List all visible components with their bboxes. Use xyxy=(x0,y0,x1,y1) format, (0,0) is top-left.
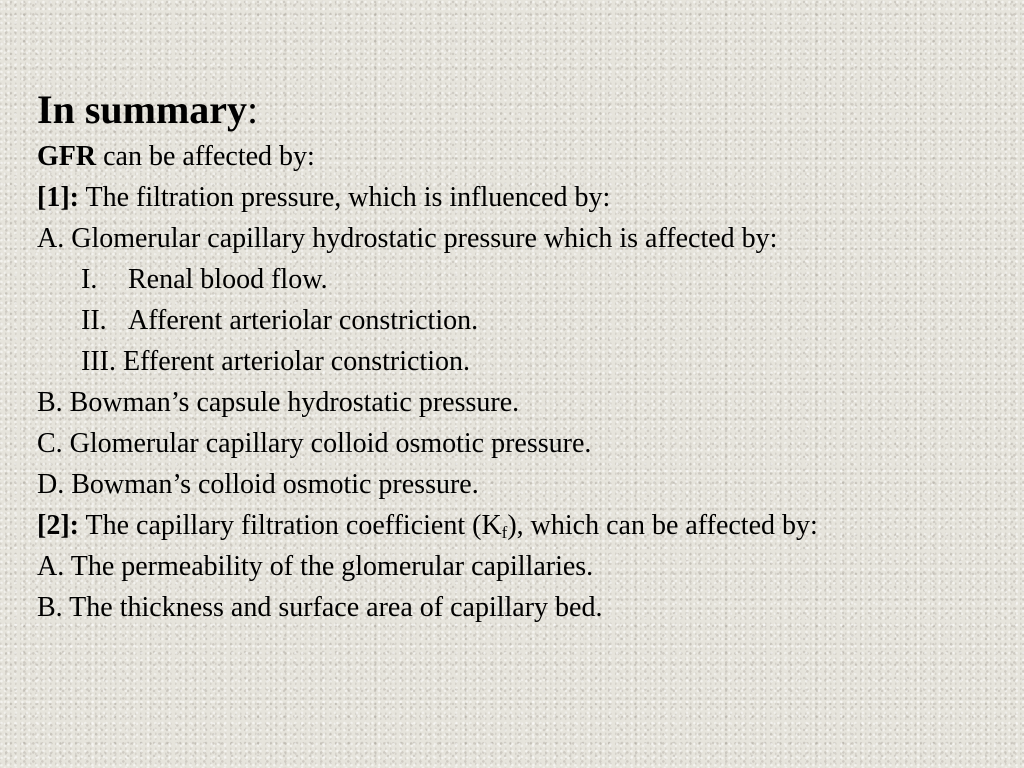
sub-item-1 xyxy=(37,259,1012,300)
sub-item-text: Afferent arteriolar constriction. xyxy=(128,305,479,336)
sub-item-numeral: III. xyxy=(81,346,116,377)
sub-item-numeral: I. xyxy=(81,264,98,295)
slide-title xyxy=(37,84,1012,136)
item-1d: D. Bowman’s colloid osmotic pressure. xyxy=(37,469,479,500)
point-1-text: The filtration pressure, which is influenced by: xyxy=(78,182,611,213)
gfr-text: can be affected by: xyxy=(96,141,315,172)
gfr-line xyxy=(37,136,1012,177)
point-2-text-after: ), which can be affected by: xyxy=(507,510,818,541)
gfr-label: GFR xyxy=(37,141,97,172)
point-2-text-before: The capillary filtration coefficient (K xyxy=(78,510,502,541)
item-2a: A. The permeability of the glomerular capillaries. xyxy=(37,551,594,582)
point-2-subscript: f xyxy=(501,523,508,542)
sub-item-text: Efferent arteriolar constriction. xyxy=(122,346,470,377)
sub-item-text: Renal blood flow. xyxy=(128,264,328,295)
point-1-line xyxy=(37,177,1012,218)
point-2-label: [2]: xyxy=(37,510,79,541)
sub-item-3 xyxy=(37,341,1012,382)
sub-item-numeral: II. xyxy=(81,305,107,336)
item-1c: C. Glomerular capillary colloid osmotic pressure. xyxy=(37,428,592,459)
item-1a: A. Glomerular capillary hydrostatic pressure which is affected by: xyxy=(37,223,778,254)
title-colon: : xyxy=(247,87,259,132)
point-2-line xyxy=(37,505,1012,546)
slide-content xyxy=(37,84,1012,628)
item-1b: B. Bowman’s capsule hydrostatic pressure. xyxy=(37,387,520,418)
item-2b: B. The thickness and surface area of capillary bed. xyxy=(37,592,603,623)
point-1-label: [1]: xyxy=(37,182,79,213)
title-text: In summary xyxy=(37,87,248,132)
sub-item-2 xyxy=(37,300,1012,341)
